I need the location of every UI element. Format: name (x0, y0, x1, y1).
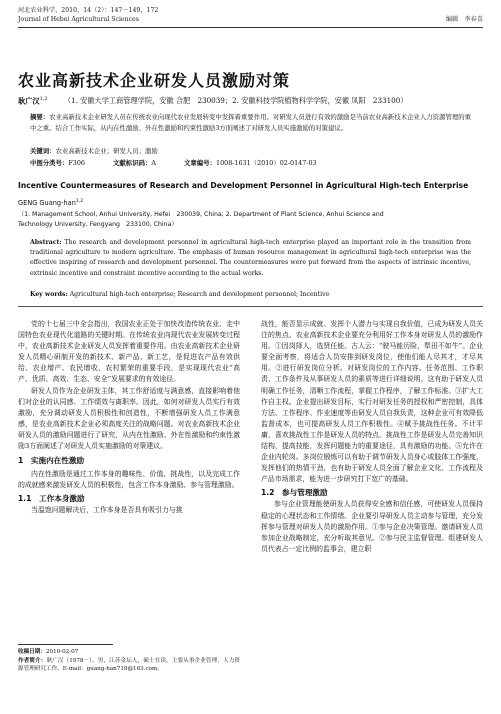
doc-code-value: A (151, 159, 156, 167)
keywords-cn-text: 农业高新技术企业；研发人员；激励 (55, 147, 158, 155)
section-heading-1-1: 1.1 工作本身激励 (18, 494, 85, 504)
section-heading-1: 1 实施内在性激励 (18, 456, 85, 466)
journal-en: Journal of Hebei Agricultural Sciences (18, 16, 139, 23)
author-en-sup: 1,2 (75, 199, 84, 204)
article-id-label: 文章编号： (184, 159, 216, 167)
left-column (18, 319, 240, 516)
body-top-rule (18, 306, 483, 307)
abstract-cn-text: 农业高新技术企业研发人员在传统农业向现代农业发展转变中发挥着重要作用。对研发人员进行有效的激励是当前农业高新技术企业人力资源管理的重中之重。结合工作实际，从内在性激励、外在性激励和约束性激励3方面阐述了对研发人员实施激励的对策建议。 (30, 113, 472, 132)
clc-value: F306 (68, 159, 85, 167)
footnote-rule (18, 644, 113, 645)
doc-code-label: 文献标识码： (113, 159, 152, 167)
section-heading-1-2: 1.2 参与管理激励 (261, 488, 328, 498)
journal-cn: 河北农业科学，2010，14（2）：147－149，172 (18, 7, 159, 14)
article-meta-cn (30, 158, 471, 169)
received-date: 2010-02-07 (45, 649, 79, 655)
received-label: 收稿日期： (18, 649, 46, 655)
author-en: GENG Guang-han (18, 199, 76, 208)
header-rule (18, 27, 483, 28)
abstract-cn-label: 摘要： (30, 113, 50, 121)
bio-text: 耿广汉（1978－），男，江苏金坛人，硕士在读，主要从事企业管理，人力资源管理研究工作。E-mail：guang-han719@163.com。 (18, 657, 240, 673)
editor-credit: 编辑 李春喜 (445, 16, 483, 23)
abstract-cn (30, 112, 471, 133)
body-paragraph: 党的十七届三中全会指出，我国农业正处于加快改造传统农业、走中国特色农业现代化道路的关键时期。在传统农业向现代农业发展转变过程中，农业高新技术企业研发人员发挥着重要作用。由农业高新技术企业研发人员精心研制开发的新技术、新产品、新工艺，是促进农产品有效供给、农业增产、农民增收、农村繁荣的重要手段，是实现现代农业“高产、优质、高效、生态、安全”发展要求的有效途径。 (18, 320, 240, 384)
body-paragraph: 战性，能否显示成就、发挥个人潜力与实现自我价值，已成为研发人员关注的焦点。农业高新技术企业要充分利用好工作本身对研发人员的激励作用。①因岗择人，选贤任能。古人云：“驶马能历险，犁田不如牛”。企业要全面考察，将适合人员安排到研发岗位，使他们能人尽其才，才尽其用。②进行研发岗位分析。对研发岗位的工作内容、任务范围、工作职责、工作条件及从事研发人员的素质等进行详细说明，这有助于研发人员明确工作任务，清晰工作流程，掌握工作程序，了解工作标准。③扩大工作自主权。企业提出研发目标，实行对研发任务的授权和严密控制，具体方法、工作程序、作业速度等由研发人员自我负责，这种企业可有效降低监督成本，也可提高研发人员工作积极性。④赋予挑战性任务。不计平庸，喜欢挑战性工作是研发人员的特点。挑战性工作是研发人员完善知识结构，提高技能，发挥问题能力的重要途径，具有激励的功能。⑤允许在企业内轮岗。多岗位锻炼可以有助于调节研发人员身心或肢体工作强度，发挥他们的热情干劲，也有助于研发人员全面了解企业文化、工作流程及产品市场需求，能为进一步研究打下宽广的基础。 (261, 320, 483, 484)
page-title-cn: 农业高新技术企业研发人员激励对策 (18, 71, 291, 90)
author-cn: 耿广汉 (18, 96, 40, 106)
affiliation-en-line1: （1. Management School, Anhui University, Hefei 230039, China; 2. Department of Plant Science, Anhui Science and (18, 211, 384, 218)
affiliation-en-line2: Technology University, Fengyang 233100, China） (18, 221, 178, 229)
abstract-en (30, 238, 471, 279)
body-paragraph: 当温饱问题解决后，工作本身是否具有吸引力与挑 (31, 506, 183, 515)
body-paragraph: 内在性激励是通过工作本身的趣味性、价值、挑战性，以及完成工作的成就感来激发研发人员的积极性，包含工作本身激励、参与管理激励。 (18, 470, 240, 490)
author-sup: 1,2 (39, 96, 48, 102)
keywords-cn-label: 关键词： (30, 147, 56, 155)
abstract-en-text: The research and development personnel in agricultural high-tech enterprise played an important role in the transition from traditional agriculture to modern agriculture. The emphasis of human resource management in agricultural high-tech enterprise was the effective inspiring of research and development personnel. The countermeasures were put forward from the aspects of intrinsic incentive, extrinsic incentive and constraint incentive according to the actual works. (30, 239, 472, 277)
author-en-line (18, 199, 83, 207)
article-id-value: 1008-1631（2010）02-0147-03 (216, 159, 317, 167)
affiliation-en (18, 210, 488, 230)
affiliation-cn: （1. 安徽大学工商管理学院，安徽 合肥 230039；2. 安徽科技学院植物科学学院，安徽 凤阳 233100） (63, 96, 408, 106)
abstract-en-label: Abstract: (30, 239, 62, 246)
keywords-en (30, 290, 471, 300)
running-header (18, 6, 483, 24)
keywords-en-label: Key words: (30, 291, 68, 298)
body-paragraph: 参与企业管理能使研发人员获得安全感和信任感，可使研发人员保持稳定的心理状态和工作情绪。企业要引导研发人员主动参与管理，充分发挥参与管理对研发人员的激励作用。①参与企业决策管理。邀请研发人员参加企业战略制定，充分听取其意见。②参与民主监督管理。组建研发人员代表占一定比例的监事会，建立职 (261, 500, 483, 553)
right-column (261, 319, 483, 555)
keywords-en-text: Agricultural high-tech enterprise; Research and development personnel; Incentive (69, 291, 330, 298)
footnote (18, 648, 240, 674)
body-paragraph: 研发人员作为企业研发主体，其工作舒适度与满意感，直接影响着他们对企业的认同感、工作绩效与离职率。因此，如何对研发人员实行有效激励，充分调动研发人员积极性和创造性，不断增强研发人员工作满意感，是农业高新技术企业必须高度关注的战略问题。对农业高新技术企业研发人员的激励问题进行了研究，从内在性激励、外在性激励和约束性激励3方面阐述了对研发人员实施激励的对策建议。 (18, 386, 240, 451)
page-title-en: Incentive Countermeasures of Research and Development Personnel in Agricultural High-tech Enterprise (18, 181, 469, 190)
author-line-cn (18, 94, 483, 106)
bio-label: 作者简介： (18, 657, 47, 664)
clc-label: 中图分类号： (30, 159, 69, 167)
keywords-cn (30, 146, 471, 157)
